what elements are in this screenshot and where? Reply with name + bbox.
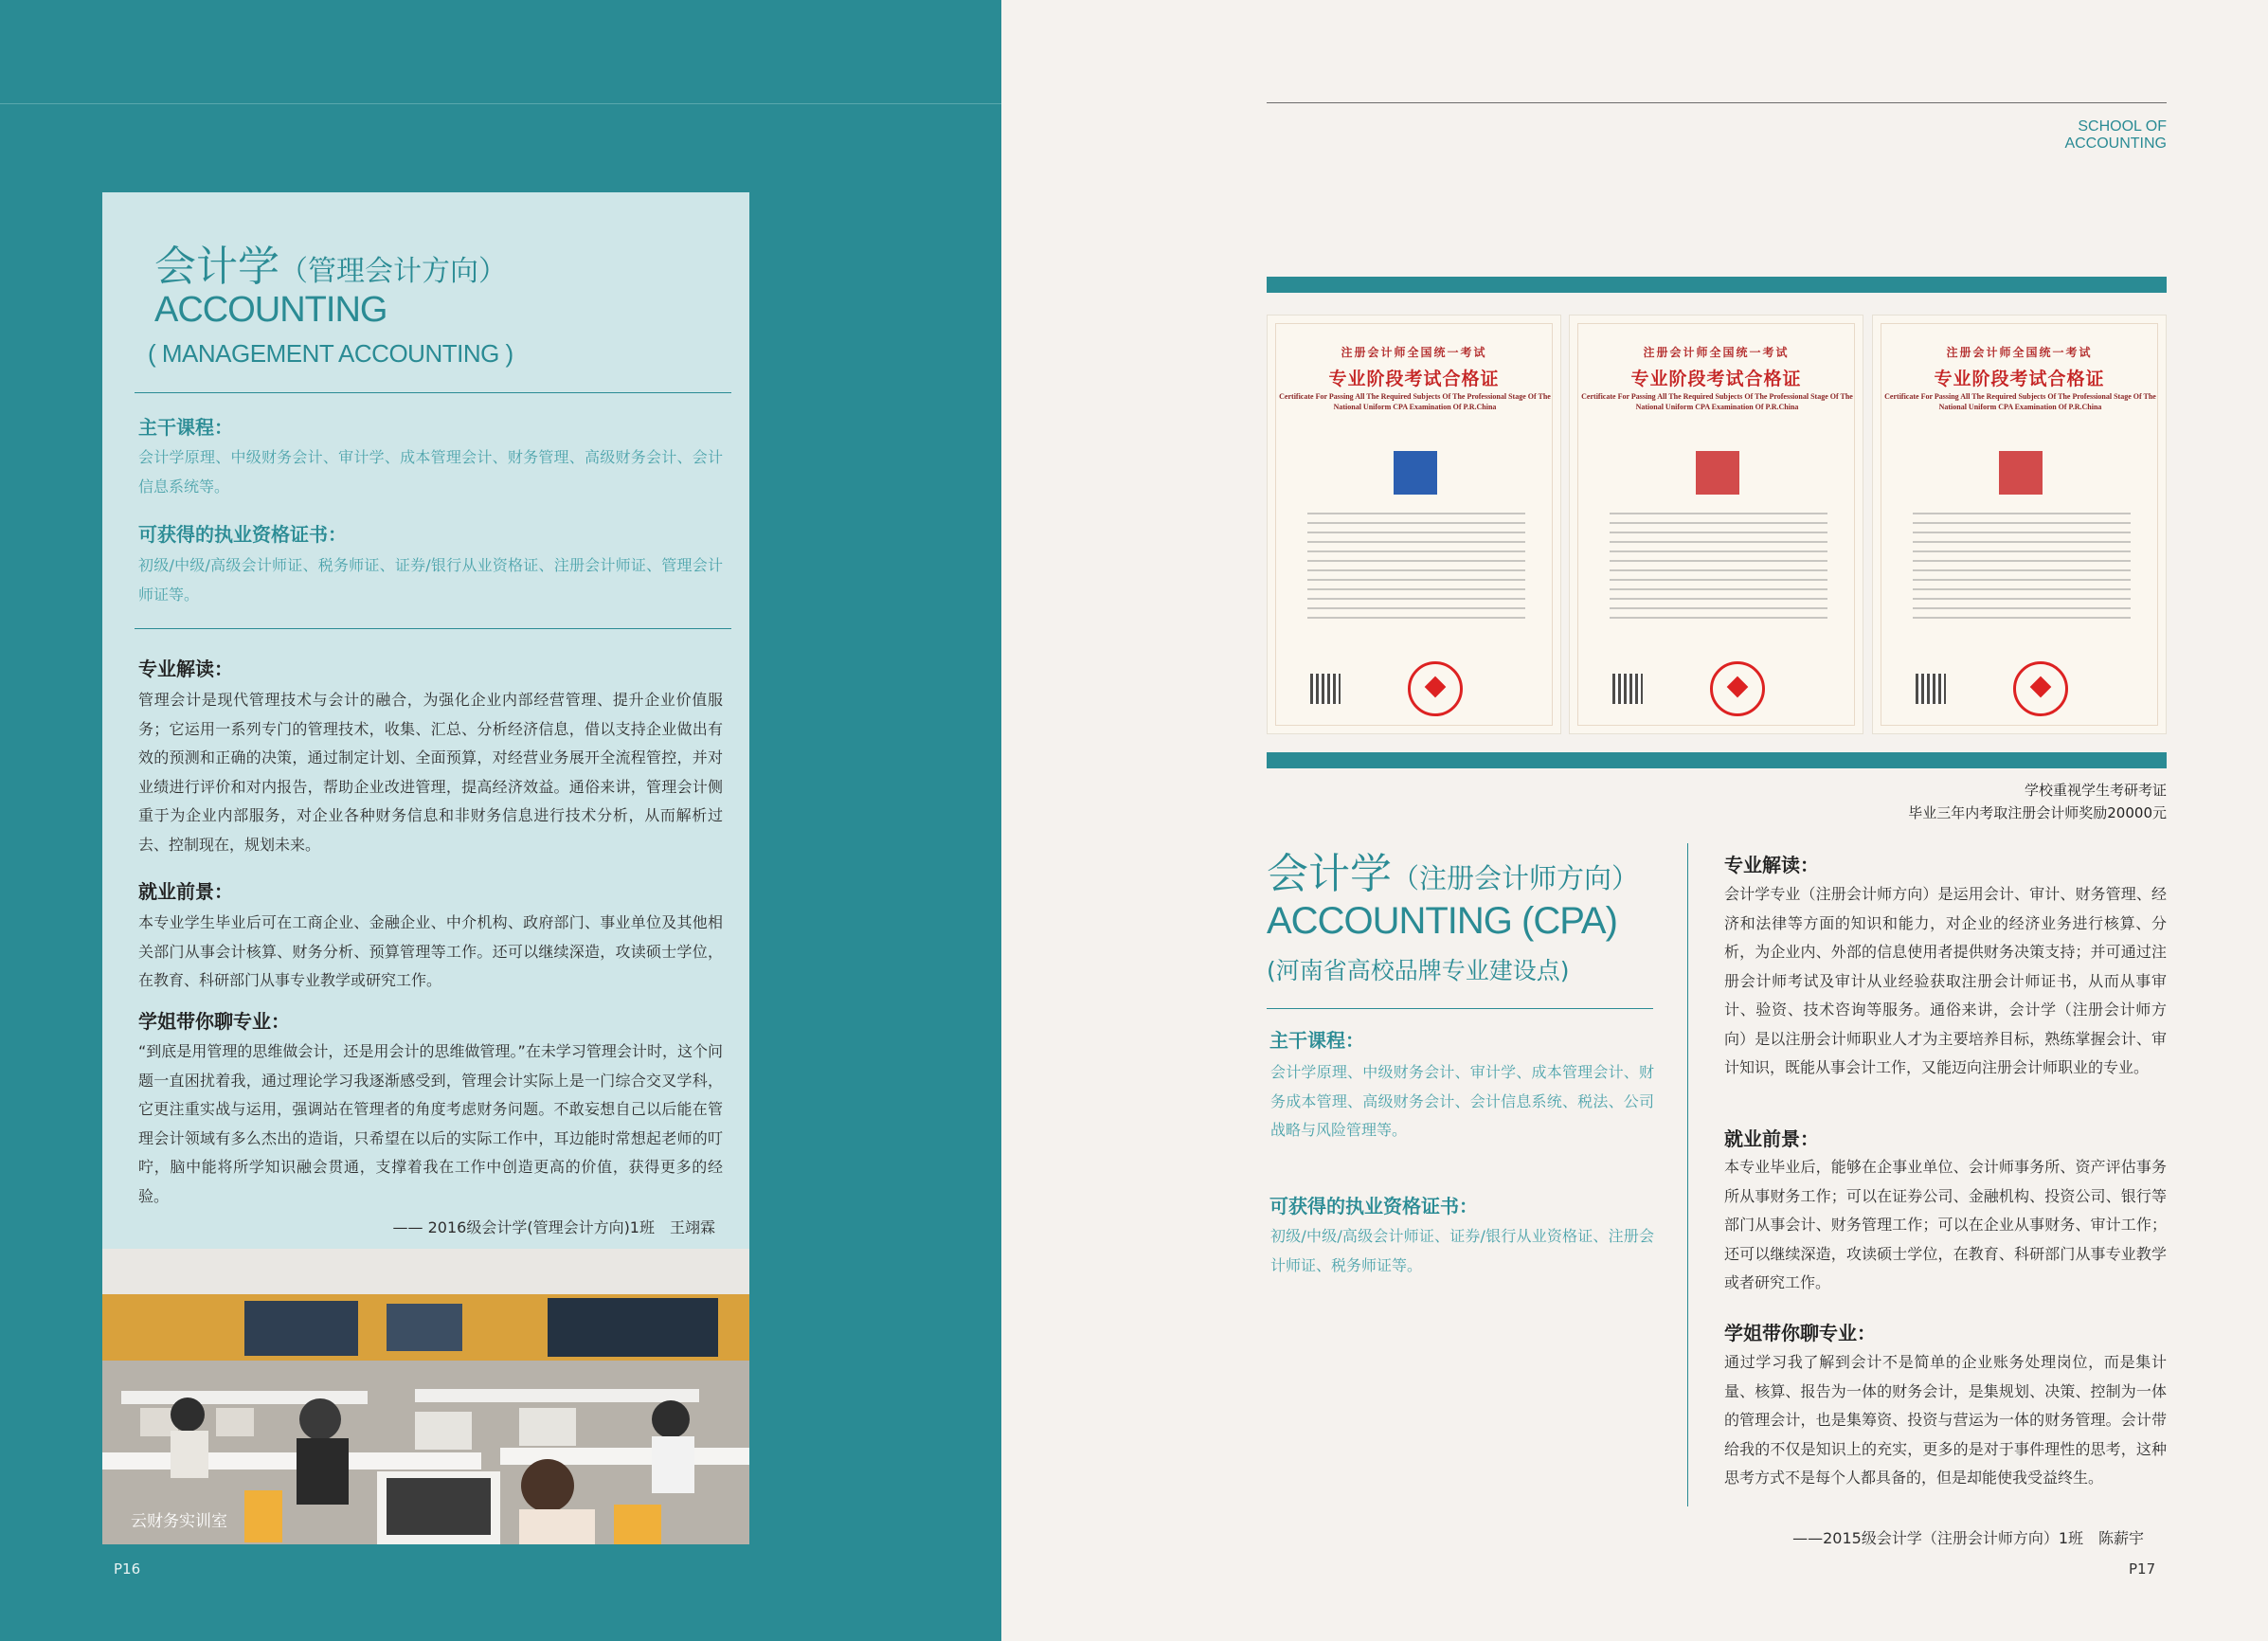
certificate-photo (1999, 451, 2043, 495)
school-label: SCHOOL OF ACCOUNTING (2064, 118, 2167, 152)
certificate-body (1913, 513, 2131, 626)
certificate-3: 注册会计师全国统一考试 专业阶段考试合格证 Certificate For Passing All The Required Subjects Of The Professional Stage Of The National Uniform CPA Examination Of P.R.China (1872, 315, 2167, 734)
certificate-body (1610, 513, 1827, 626)
major-title-cn: 会计学（注册会计师方向） (1267, 850, 1640, 898)
official-seal-icon (1710, 661, 1765, 716)
page-number-right: P17 (2129, 1560, 2156, 1578)
major-subtitle-en: ( MANAGEMENT ACCOUNTING ) (148, 339, 513, 368)
courses-text: 会计学原理、中级财务会计、审计学、成本管理会计、财务管理、高级财务会计、会计信息系统等。 (138, 448, 723, 496)
certs-heading: 可获得的执业资格证书： (1269, 1195, 1478, 1217)
major-title-cn: 会计学（管理会计方向） (154, 243, 507, 291)
divider (135, 628, 731, 629)
divider (135, 392, 731, 393)
talk-signature: —— 2016级会计学(管理会计方向)1班 王翊霖 (392, 1218, 715, 1236)
top-divider (0, 103, 1001, 104)
top-divider (1267, 102, 2167, 103)
certificate-body (1307, 513, 1525, 626)
page-number-left: P16 (114, 1560, 141, 1578)
courses-heading: 主干课程： (138, 416, 233, 439)
certificate-photo (1696, 451, 1739, 495)
intro-heading: 专业解读： (138, 658, 233, 680)
photo-caption: 云财务实训室 (131, 1512, 227, 1531)
career-text: 本专业学生毕业后可在工商企业、金融企业、中介机构、政府部门、事业单位及其他相关部门从事会计核算、财务分析、预算管理等工作。还可以继续深造，攻读硕士学位，在教育、科研部门从事专业教学或研究工作。 (138, 913, 723, 989)
talk-text: 通过学习我了解到会计不是简单的企业账务处理岗位，而是集计量、核算、报告为一体的财务会计，是集规划、决策、控制为一体的管理会计，也是集筹资、投资与营运为一体的财务管理。会计带给我的不仅是知识上的充实，更多的是对于事件理性的思考，这种思考方式不是每个人都具备的，但是却能使我受益终生。 (1724, 1353, 2167, 1487)
teal-band-top (1267, 277, 2167, 293)
major-title-en: ACCOUNTING (154, 290, 387, 330)
intro-text: 管理会计是现代管理技术与会计的融合，为强化企业内部经营管理、提升企业价值服务；它运用一系列专门的管理技术，收集、汇总、分析经济信息，借以支持企业做出有效的预测和正确的决策，通过制定计划、全面预算，对经营业务展开全流程管控，并对业绩进行评价和对内报告，帮助企业改进管理，提高经济效益。通俗来讲，管理会计侧重于为企业内部服务，对企业各种财务信息和非财务信息进行技术分析，从而解析过去、控制现在，规划未来。 (138, 691, 723, 854)
certs-text: 初级/中级/高级会计师证、证券/银行从业资格证、注册会计师证、税务师证等。 (1270, 1227, 1654, 1274)
intro-heading: 专业解读： (1724, 854, 1819, 876)
certs-text: 初级/中级/高级会计师证、税务师证、证券/银行从业资格证、注册会计师证、管理会计师证等。 (138, 556, 723, 604)
certificate-2: 注册会计师全国统一考试 专业阶段考试合格证 Certificate For Passing All The Required Subjects Of The Professional Stage Of The National Uniform CPA Examination Of P.R.China (1569, 315, 1863, 734)
management-accounting-card (102, 192, 749, 1249)
qr-code-icon (1310, 674, 1341, 704)
official-seal-icon (1408, 661, 1463, 716)
major-title-en: ACCOUNTING (CPA) (1267, 900, 1617, 942)
certs-heading: 可获得的执业资格证书： (138, 523, 347, 546)
career-text: 本专业毕业后，能够在企事业单位、会计师事务所、资产评估事务所从事财务工作；可以在证券公司、金融机构、投资公司、银行等部门从事会计、财务管理工作；可以在企业从事财务、审计工作；还可以继续深造，攻读硕士学位，在教育、科研部门从事专业教学或者研究工作。 (1724, 1158, 2167, 1291)
major-subtitle: (河南省高校品牌专业建设点) (1267, 957, 1570, 984)
certificate-1: 注册会计师全国统一考试 专业阶段考试合格证 Certificate For Passing All The Required Subjects Of The Professional Stage Of The National Uniform CPA Examination Of P.R.China (1267, 315, 1561, 734)
career-heading: 就业前景： (138, 880, 233, 903)
official-seal-icon (2013, 661, 2068, 716)
divider (1267, 1008, 1653, 1009)
courses-text: 会计学原理、中级财务会计、审计学、成本管理会计、财务成本管理、高级财务会计、会计信息系统、税法、公司战略与风险管理等。 (1270, 1063, 1654, 1139)
courses-heading: 主干课程： (1269, 1029, 1364, 1052)
talk-signature: ——2015级会计学（注册会计师方向）1班 陈薪宇 (1792, 1529, 2144, 1547)
qr-code-icon (1612, 674, 1643, 704)
scholarship-note-2: 毕业三年内考取注册会计师奖励20000元 (1908, 804, 2167, 821)
talk-heading: 学姐带你聊专业： (1724, 1322, 1876, 1344)
teal-band-bottom (1267, 752, 2167, 768)
classroom-photo (102, 1249, 749, 1544)
vertical-divider (1687, 843, 1688, 1506)
certificate-photo (1394, 451, 1437, 495)
career-heading: 就业前景： (1724, 1127, 1819, 1150)
talk-heading: 学姐带你聊专业： (138, 1010, 290, 1033)
scholarship-note: 学校重视学生考研考证 (2024, 782, 2167, 799)
qr-code-icon (1916, 674, 1946, 704)
talk-text: “到底是用管理的思维做会计，还是用会计的思维做管理。”在未学习管理会计时，这个问题一直困扰着我，通过理论学习我逐渐感受到，管理会计实际上是一门综合交叉学科，它更注重实战与运用，强调站在管理者的角度考虑财务问题。不敢妄想自己以后能在管理会计领域有多么杰出的造诣，只希望在以后的实际工作中，耳边能时常想起老师的叮咛，脑中能将所学知识融会贯通，支撑着我在工作中创造更高的价值，获得更多的经验。 (138, 1042, 723, 1205)
intro-text: 会计学专业（注册会计师方向）是运用会计、审计、财务管理、经济和法律等方面的知识和能力，对企业的经济业务进行核算、分析，为企业内、外部的信息使用者提供财务决策支持；并可通过注册会计师考试及审计从业经验获取注册会计师证书，从而从事审计、验资、技术咨询等服务。通俗来讲，会计学（注册会计师方向）是以注册会计师职业人才为主要培养目标，熟练掌握会计、审计知识，既能从事会计工作，又能迈向注册会计师职业的专业。 (1724, 885, 2167, 1076)
